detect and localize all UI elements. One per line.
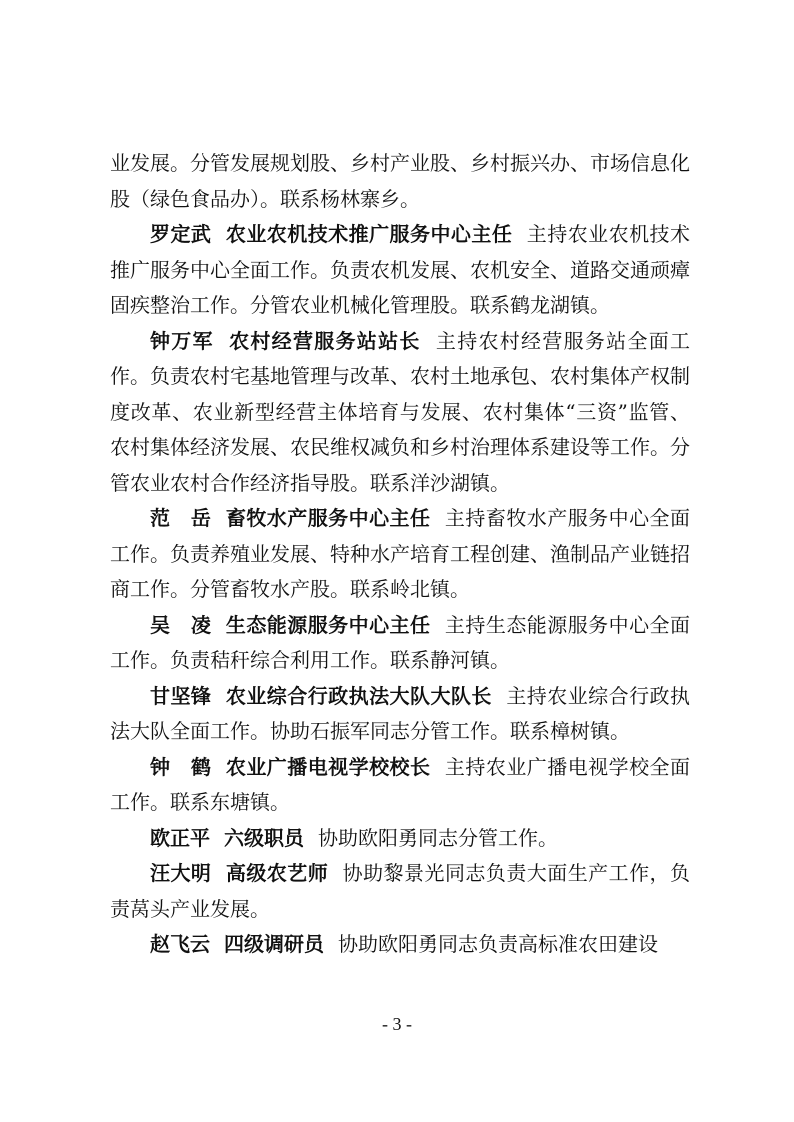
entry-desc: 主持生态能源服务中心全面工作。负责秸秆综合利用工作。联系静河镇。 bbox=[110, 612, 691, 672]
entry-desc: 协助欧阳勇同志分管工作。 bbox=[318, 825, 558, 850]
entry-desc: 主持农村经营服务站全面工作。负责农村宅基地管理与改革、农村土地承包、农村集体产权制度改革、农业新型经营主体培育与发展、农村集体“三资”监管、农村集体经济发展、农民维权减负和乡村治理体系建设等工作。分管农业农村合作经济指导股。联系洋沙湖镇。 bbox=[110, 328, 691, 495]
entry-name: 钟 鹤 bbox=[150, 754, 212, 779]
entry-desc: 主持农业广播电视学校全面工作。联系东塘镇。 bbox=[110, 754, 691, 814]
entry-title: 高级农艺师 bbox=[225, 861, 329, 885]
entry-name: 甘坚锋 bbox=[150, 683, 212, 708]
entry-paragraph bbox=[110, 217, 690, 324]
entry-title: 农业农机技术推广服务中心主任 bbox=[225, 222, 513, 246]
entry-paragraph bbox=[110, 927, 690, 963]
page-number: - 3 - bbox=[382, 1014, 412, 1034]
document-body bbox=[110, 146, 690, 963]
entry-name: 范 岳 bbox=[150, 506, 212, 530]
entry-name: 钟万军 bbox=[150, 328, 214, 353]
entry-title: 农业综合行政执法大队大队长 bbox=[225, 683, 492, 708]
continuation-paragraph: 业发展。分管发展规划股、乡村产业股、乡村振兴办、市场信息化股（绿色食品办）。联系杨林寨乡。 bbox=[110, 151, 690, 211]
entry-title: 六级职员 bbox=[224, 825, 304, 850]
entry-name: 罗定武 bbox=[150, 222, 212, 246]
entry-paragraph bbox=[110, 324, 690, 502]
entry-paragraph bbox=[110, 608, 690, 679]
entry-paragraph bbox=[110, 750, 690, 821]
entry-title: 畜牧水产服务中心主任 bbox=[225, 506, 431, 530]
entry-title: 生态能源服务中心主任 bbox=[225, 612, 431, 637]
entry-title: 四级调研员 bbox=[224, 932, 324, 956]
entry-paragraph bbox=[110, 821, 690, 857]
entry-paragraph bbox=[110, 856, 690, 927]
entry-desc: 主持畜牧水产服务中心全面工作。负责养殖业发展、特种水产培育工程创建、渔制品产业链招商工作。分管畜牧水产股。联系岭北镇。 bbox=[110, 506, 691, 601]
entry-paragraph bbox=[110, 679, 690, 750]
entry-desc: 协助黎景光同志负责大面生产工作，负责莴头产业发展。 bbox=[110, 861, 691, 921]
entry-name: 汪大明 bbox=[150, 861, 212, 885]
entry-name: 赵飞云 bbox=[150, 932, 210, 956]
entry-title: 农业广播电视学校校长 bbox=[225, 754, 431, 779]
entry-desc: 主持农业农机技术推广服务中心全面工作。负责农机发展、农机安全、道路交通顽瘴固疾整治工作。分管农业机械化管理股。联系鹤龙湖镇。 bbox=[110, 222, 691, 317]
entry-desc: 协助欧阳勇同志负责高标准农田建设 bbox=[338, 932, 658, 956]
entry-name: 欧正平 bbox=[150, 825, 210, 850]
entry-name: 吴 凌 bbox=[150, 612, 212, 637]
entry-desc: 主持农业综合行政执法大队全面工作。协助石振军同志分管工作。联系樟树镇。 bbox=[110, 683, 691, 743]
entry-paragraph bbox=[110, 501, 690, 608]
entry-title: 农村经营服务站站长 bbox=[227, 328, 421, 353]
